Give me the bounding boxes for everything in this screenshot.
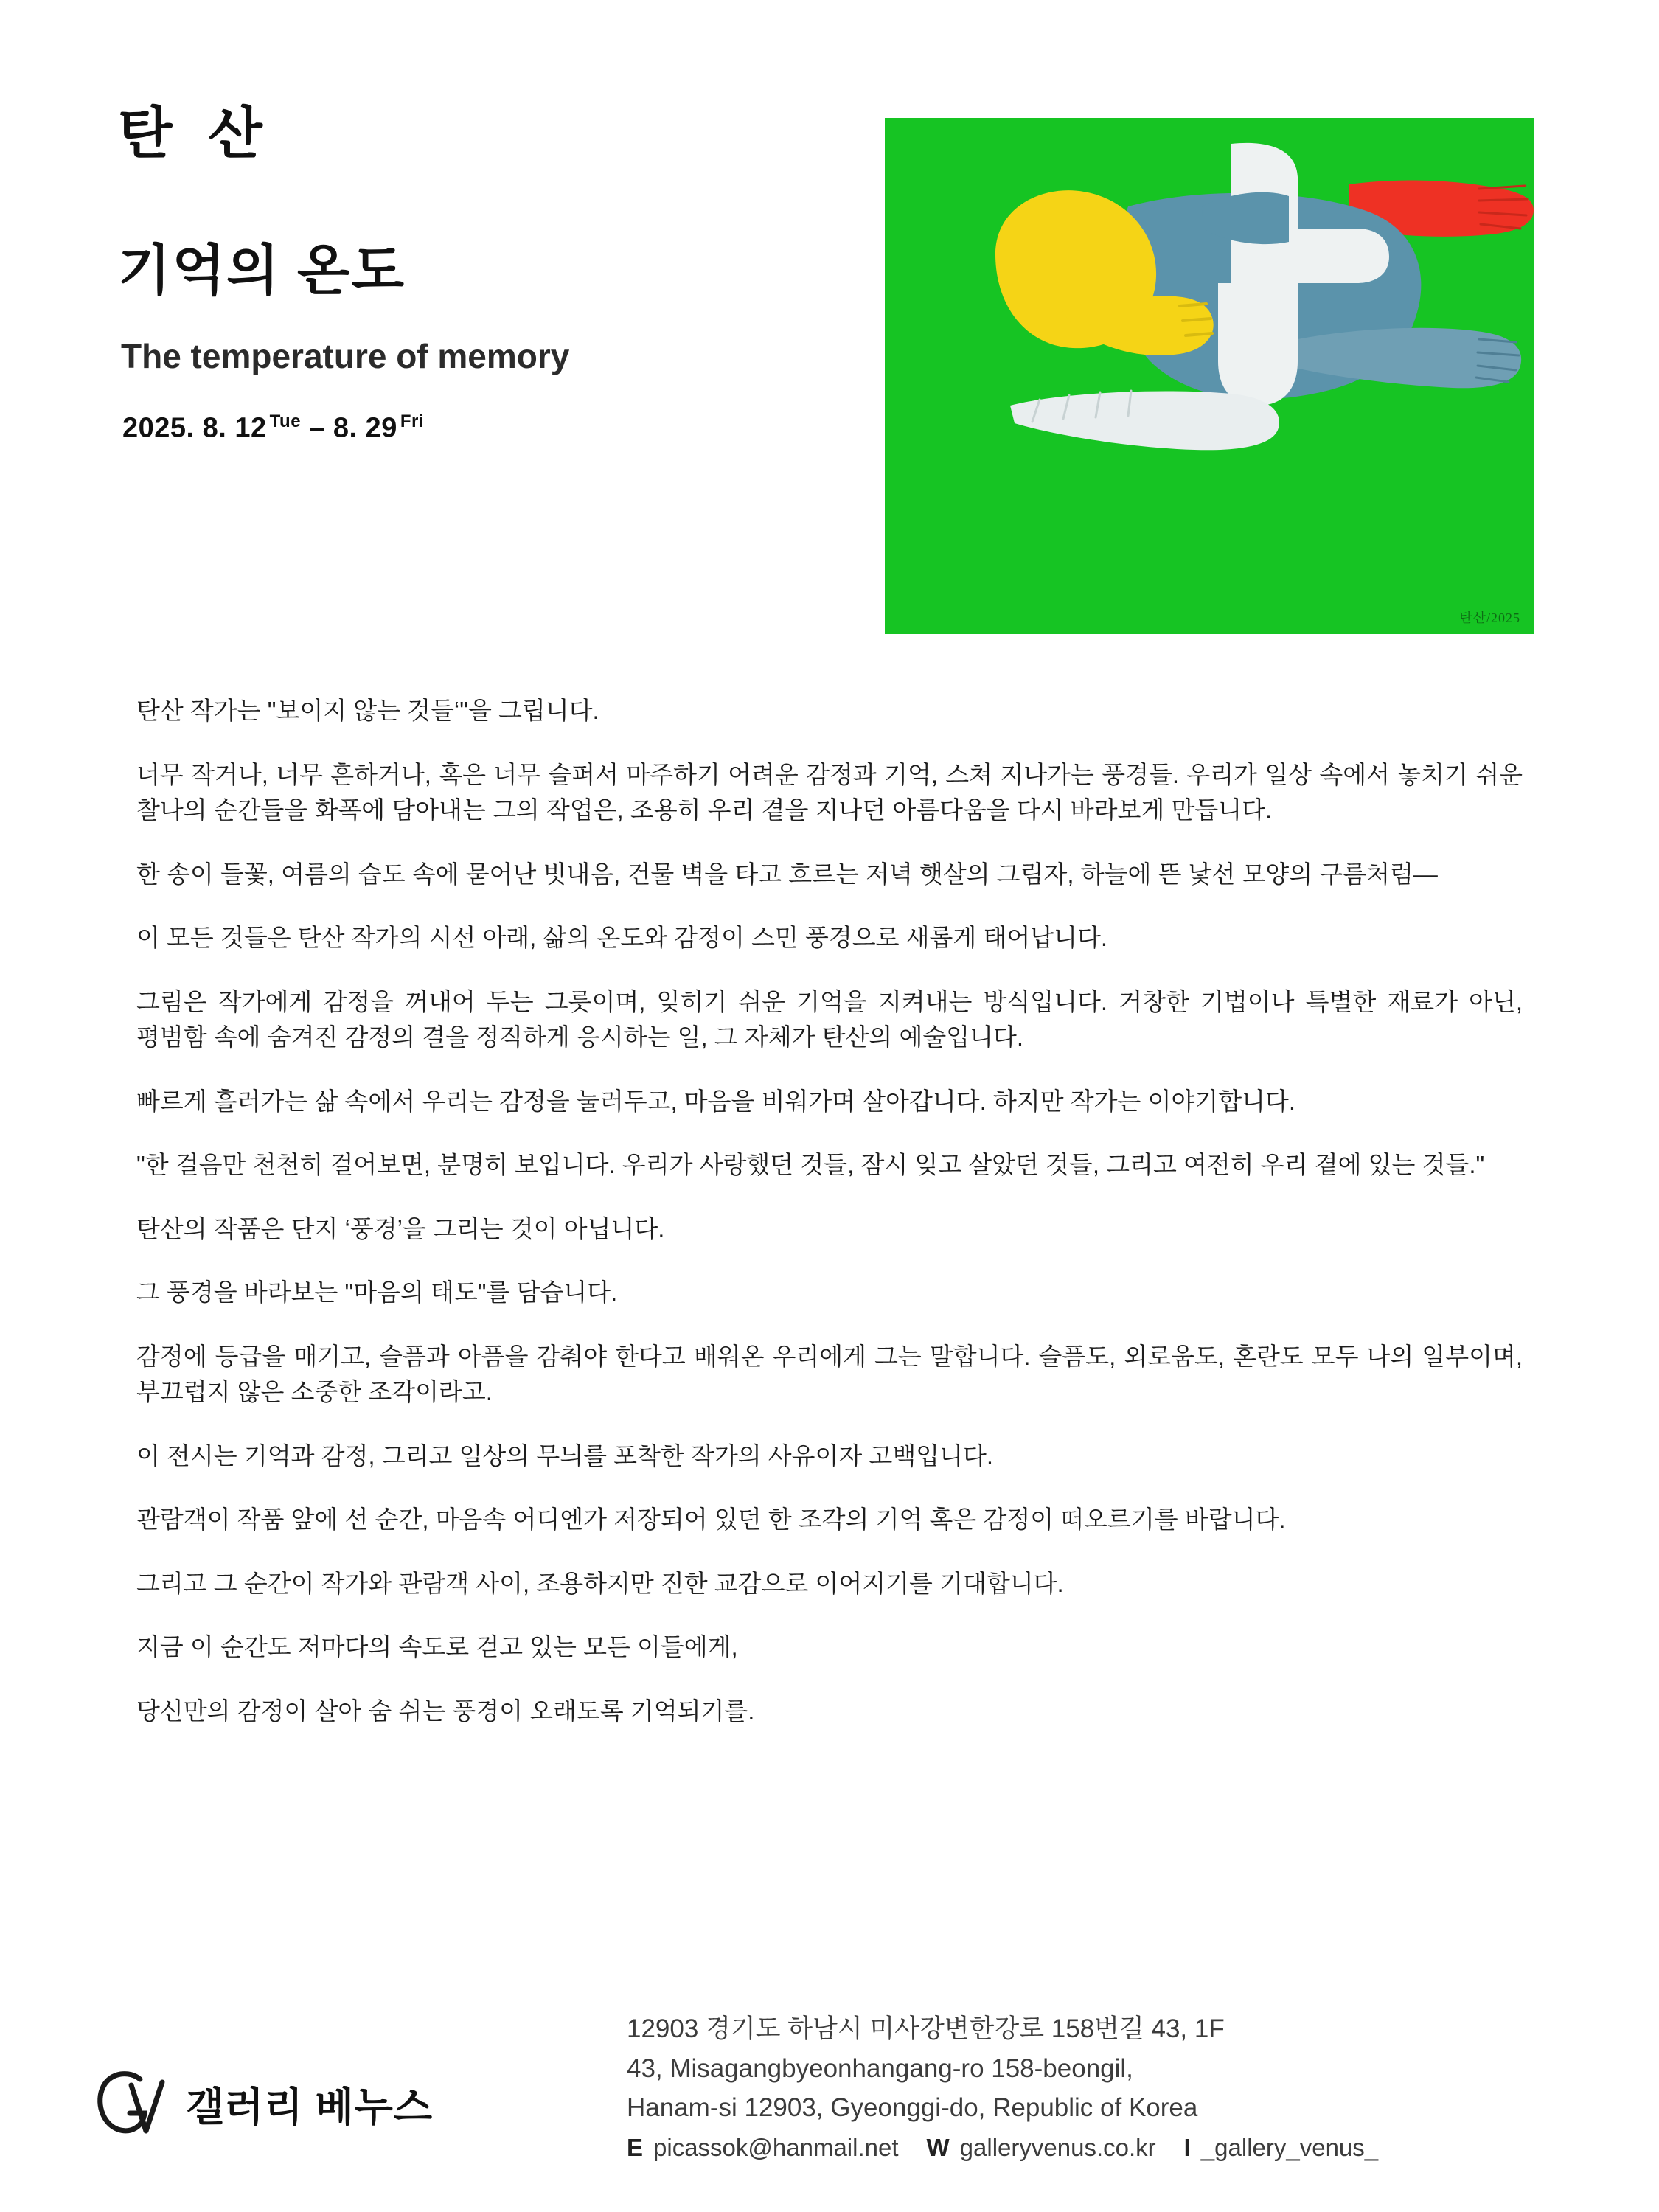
email-value[interactable]: picassok@hanmail.net xyxy=(653,2134,899,2161)
email-label: E xyxy=(627,2134,644,2161)
artwork-illustration xyxy=(885,118,1534,634)
statement-paragraph: 한 송이 들꽃, 여름의 습도 속에 묻어난 빗내음, 건물 벽을 타고 흐르는 저녁 햇살의 그림자, 하늘에 뜬 낯선 모양의 구름처럼— xyxy=(136,860,1438,888)
artwork-signature: 탄산/2025 xyxy=(1459,611,1520,625)
poster-header xyxy=(111,103,1548,664)
statement-paragraph: 그 풍경을 바라보는 "마음의 태도"를 담습니다. xyxy=(136,1279,618,1306)
poster-footer xyxy=(88,2011,1571,2162)
statement-paragraph: 그림은 작가에게 감정을 꺼내어 두는 그릇이며, 잊히기 쉬운 기억을 지켜내는 방식입니다. 거창한 기법이나 특별한 재료가 아닌, 평범함 속에 숨겨진 감정의 결을 정직하게 응시하는 일, 그 자체가 탄산의 예술입니다. xyxy=(136,987,1523,1051)
address-english-line-2: Hanam-si 12903, Gyeonggi-do, Republic of Korea xyxy=(627,2093,1198,2122)
exhibition-dates xyxy=(122,411,877,445)
gallery-brand xyxy=(88,2063,627,2162)
instagram-value[interactable]: _gallery_venus_ xyxy=(1200,2134,1379,2161)
address-english-line-1: 43, Misagangbyeonhangang-ro 158-beongil, xyxy=(627,2053,1133,2083)
statement-paragraph: 이 전시는 기억과 감정, 그리고 일상의 무늬를 포착한 작가의 사유이자 고백입니다. xyxy=(136,1441,993,1470)
statement-paragraph: 그리고 그 순간이 작가와 관람객 사이, 조용하지만 진한 교감으로 이어지기를 기대합니다. xyxy=(136,1569,1064,1597)
statement-paragraph: 관람객이 작품 앞에 선 순간, 마음속 어디엔가 저장되어 있던 한 조각의 기억 혹은 감정이 떠오르기를 바랍니다. xyxy=(136,1506,1286,1533)
statement-paragraph: 당신만의 감정이 살아 숨 쉬는 풍경이 오래도록 기억되기를. xyxy=(136,1697,755,1725)
date-dash: – xyxy=(301,412,333,444)
gallery-address-block xyxy=(627,2011,1571,2162)
statement-paragraph: 탄산 작가는 "보이지 않는 것들‘"을 그립니다. xyxy=(136,697,599,724)
website-label: W xyxy=(926,2134,950,2161)
artist-name: 탄 산 xyxy=(118,102,273,165)
statement-paragraph: 너무 작거나, 너무 흔하거나, 혹은 너무 슬퍼서 마주하기 어려운 감정과 기억, 스쳐 지나가는 풍경들. 우리가 일상 속에서 놓치기 쉬운 찰나의 순간들을 화폭에 담아내는 그의 작업은, 조용히 우리 곁을 지나던 아름다움을 다시 바라보게 만듭니다. xyxy=(136,760,1523,824)
address-korean: 12903 경기도 하남시 미사강변한강로 158번길 43, 1F xyxy=(627,2014,1225,2044)
statement-paragraph: 빠르게 흘러가는 삶 속에서 우리는 감정을 눌러두고, 마음을 비워가며 살아갑니다. 하지만 작가는 이야기합니다. xyxy=(136,1087,1296,1115)
statement-paragraph: 탄산의 작품은 단지 ‘풍경’을 그리는 것이 아닙니다. xyxy=(136,1214,665,1242)
exhibition-title-ko: 기억의 온도 xyxy=(118,239,406,301)
date-end-day: Fri xyxy=(400,411,425,431)
contact-line xyxy=(627,2134,1571,2162)
gallery-logo-icon xyxy=(88,2063,170,2144)
date-start: 2025. 8. 12 xyxy=(122,412,267,444)
statement-paragraph: 감정에 등급을 매기고, 슬픔과 아픔을 감춰야 한다고 배워온 우리에게 그는 말합니다. 슬픔도, 외로움도, 혼란도 모두 나의 일부이며, 부끄럽지 않은 소중한 조각이라고. xyxy=(136,1342,1523,1405)
exhibition-title-en: The temperature of memory xyxy=(121,336,570,375)
statement-paragraph: 이 모든 것들은 탄산 작가의 시선 아래, 삶의 온도와 감정이 스민 풍경으로 새롭게 태어납니다. xyxy=(136,924,1108,951)
header-text-block xyxy=(118,103,877,444)
statement-paragraph: "한 걸음만 천천히 걸어보면, 분명히 보입니다. 우리가 사랑했던 것들, 잠시 잊고 살았던 것들, 그리고 여전히 우리 곁에 있는 것들." xyxy=(136,1151,1485,1178)
date-start-day: Tue xyxy=(269,411,302,431)
date-end: 8. 29 xyxy=(333,412,397,444)
gallery-name: 갤러리 베누스 xyxy=(186,2084,433,2129)
statement-paragraph: 지금 이 순간도 저마다의 속도로 걷고 있는 모든 이들에게, xyxy=(136,1633,738,1660)
instagram-label: I xyxy=(1183,2134,1191,2161)
artwork-image xyxy=(885,118,1534,634)
exhibition-statement xyxy=(136,693,1523,1729)
website-value[interactable]: galleryvenus.co.kr xyxy=(959,2134,1156,2161)
